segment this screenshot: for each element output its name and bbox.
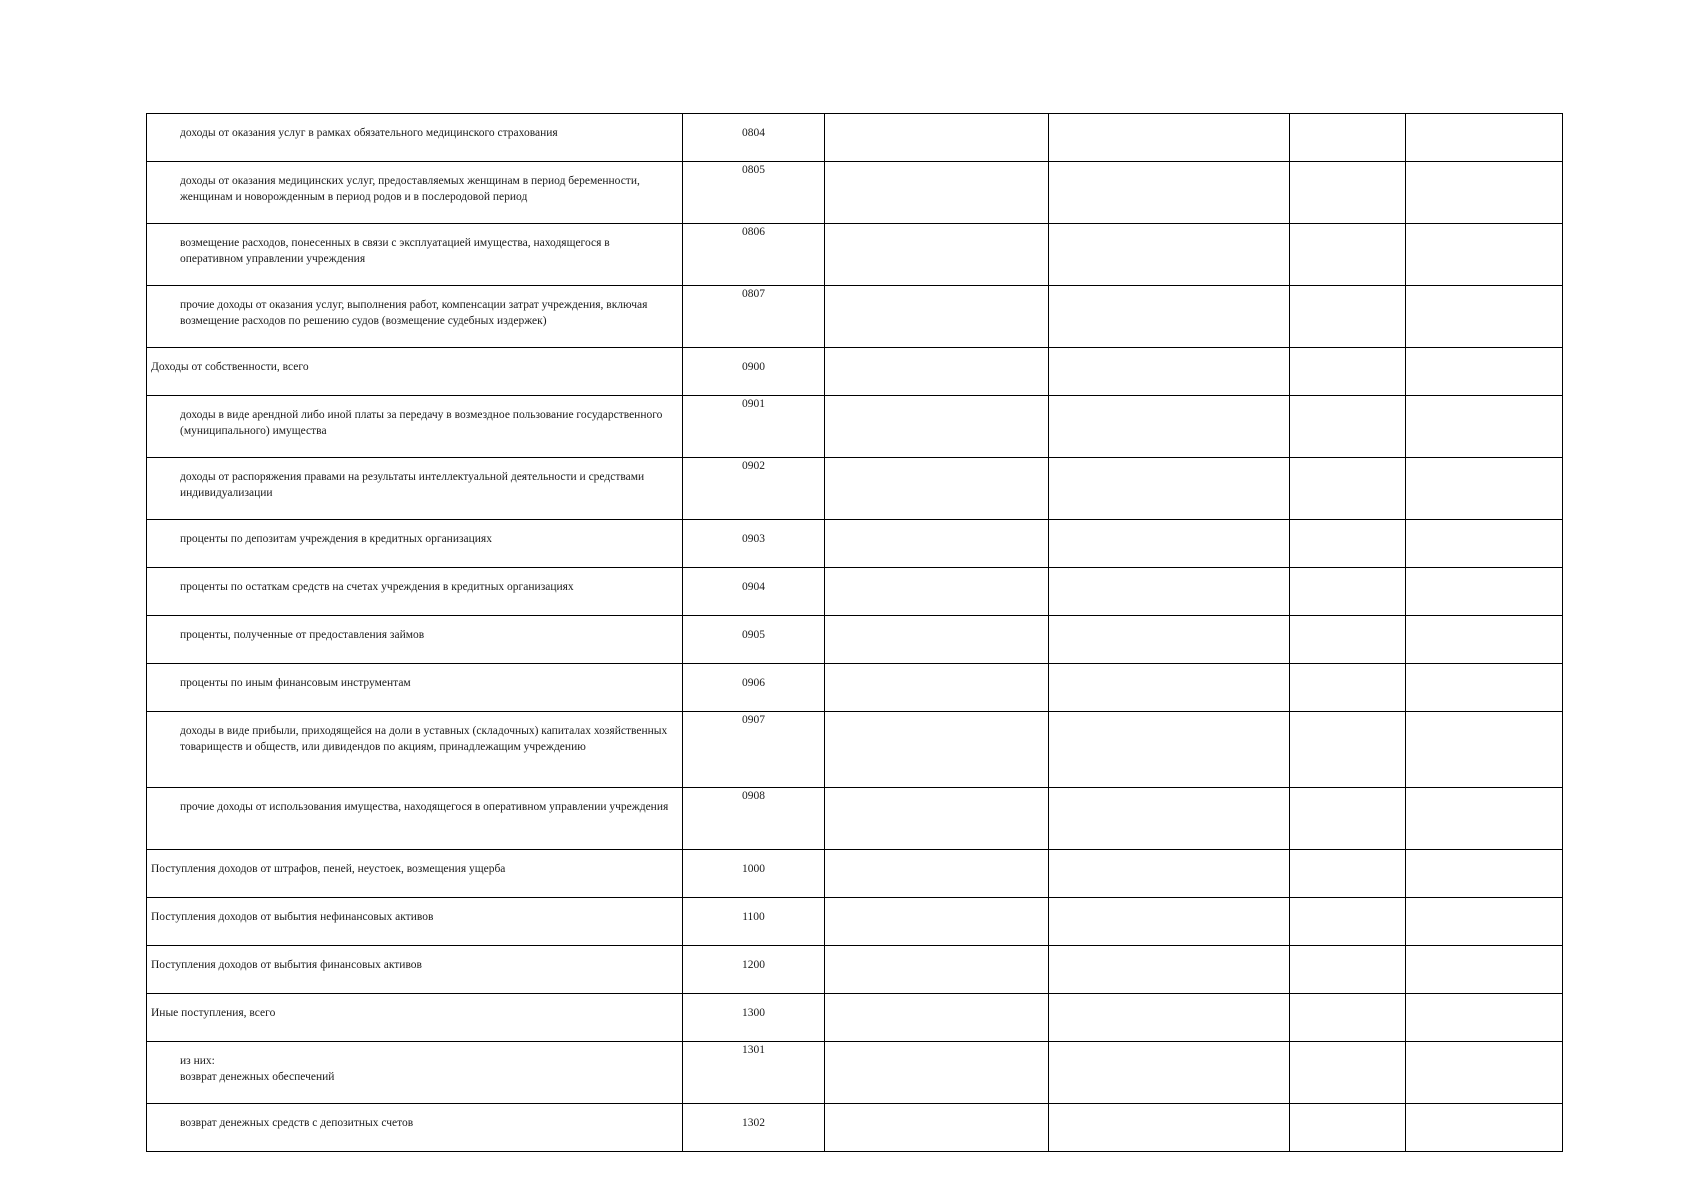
row-code: 0900: [683, 348, 825, 396]
row-code: 1000: [683, 850, 825, 898]
row-label: доходы от распоряжения правами на результаты интеллектуальной деятельности и средствами индивидуализации: [147, 458, 683, 520]
value-cell-1: [825, 1042, 1049, 1104]
value-cell-3: [1290, 520, 1406, 568]
table-row: [147, 1042, 1563, 1104]
value-cell-4: [1406, 568, 1563, 616]
value-cell-2: [1049, 850, 1290, 898]
row-label: возмещение расходов, понесенных в связи с эксплуатацией имущества, находящегося в оперативном управлении учреждения: [147, 224, 683, 286]
value-cell-3: [1290, 898, 1406, 946]
value-cell-2: [1049, 286, 1290, 348]
table-row: [147, 850, 1563, 898]
row-code: 0908: [683, 788, 825, 850]
row-label: доходы в виде арендной либо иной платы за передачу в возмездное пользование государственного (муниципального) имущества: [147, 396, 683, 458]
row-code: 1302: [683, 1104, 825, 1152]
table-row: [147, 898, 1563, 946]
row-label: Поступления доходов от штрафов, пеней, неустоек, возмещения ущерба: [147, 850, 683, 898]
value-cell-2: [1049, 162, 1290, 224]
row-code: 0906: [683, 664, 825, 712]
value-cell-2: [1049, 946, 1290, 994]
value-cell-3: [1290, 348, 1406, 396]
report-body: [147, 114, 1563, 1152]
value-cell-3: [1290, 1042, 1406, 1104]
report-table: [146, 113, 1563, 1152]
value-cell-4: [1406, 664, 1563, 712]
row-label: Поступления доходов от выбытия финансовых активов: [147, 946, 683, 994]
row-label: Поступления доходов от выбытия нефинансовых активов: [147, 898, 683, 946]
value-cell-4: [1406, 898, 1563, 946]
value-cell-2: [1049, 396, 1290, 458]
table-row: [147, 616, 1563, 664]
value-cell-1: [825, 568, 1049, 616]
value-cell-1: [825, 520, 1049, 568]
value-cell-4: [1406, 712, 1563, 788]
table-row: [147, 348, 1563, 396]
value-cell-2: [1049, 348, 1290, 396]
value-cell-1: [825, 458, 1049, 520]
row-label: доходы в виде прибыли, приходящейся на доли в уставных (складочных) капиталах хозяйственных товариществ и обществ, или дивидендов по акциям, принадлежащим учреждению: [147, 712, 683, 788]
value-cell-1: [825, 850, 1049, 898]
value-cell-3: [1290, 616, 1406, 664]
value-cell-2: [1049, 1104, 1290, 1152]
value-cell-4: [1406, 224, 1563, 286]
row-code: 0903: [683, 520, 825, 568]
row-label: доходы от оказания медицинских услуг, предоставляемых женщинам в период беременности, женщинам и новорожденным в период родов и в послеродовой период: [147, 162, 683, 224]
value-cell-1: [825, 114, 1049, 162]
value-cell-1: [825, 396, 1049, 458]
value-cell-4: [1406, 162, 1563, 224]
row-label: проценты по иным финансовым инструментам: [147, 664, 683, 712]
row-code: 0806: [683, 224, 825, 286]
value-cell-4: [1406, 994, 1563, 1042]
value-cell-3: [1290, 1104, 1406, 1152]
value-cell-3: [1290, 946, 1406, 994]
value-cell-2: [1049, 1042, 1290, 1104]
table-row: [147, 114, 1563, 162]
row-label: Доходы от собственности, всего: [147, 348, 683, 396]
value-cell-1: [825, 946, 1049, 994]
row-code: 0807: [683, 286, 825, 348]
table-row: [147, 286, 1563, 348]
value-cell-1: [825, 898, 1049, 946]
value-cell-1: [825, 1104, 1049, 1152]
value-cell-4: [1406, 520, 1563, 568]
value-cell-1: [825, 616, 1049, 664]
value-cell-4: [1406, 286, 1563, 348]
value-cell-3: [1290, 396, 1406, 458]
value-cell-2: [1049, 898, 1290, 946]
row-label: проценты по остаткам средств на счетах учреждения в кредитных организациях: [147, 568, 683, 616]
value-cell-2: [1049, 664, 1290, 712]
value-cell-3: [1290, 286, 1406, 348]
table-row: [147, 162, 1563, 224]
table-row: [147, 224, 1563, 286]
value-cell-3: [1290, 788, 1406, 850]
value-cell-4: [1406, 348, 1563, 396]
table-row: [147, 1104, 1563, 1152]
value-cell-4: [1406, 458, 1563, 520]
row-code: 1301: [683, 1042, 825, 1104]
value-cell-1: [825, 286, 1049, 348]
value-cell-2: [1049, 712, 1290, 788]
table-row: [147, 396, 1563, 458]
value-cell-4: [1406, 788, 1563, 850]
row-code: 1100: [683, 898, 825, 946]
row-label: проценты, полученные от предоставления займов: [147, 616, 683, 664]
value-cell-2: [1049, 458, 1290, 520]
value-cell-3: [1290, 114, 1406, 162]
table-row: [147, 788, 1563, 850]
value-cell-3: [1290, 568, 1406, 616]
value-cell-1: [825, 788, 1049, 850]
value-cell-3: [1290, 994, 1406, 1042]
table-row: [147, 458, 1563, 520]
value-cell-2: [1049, 520, 1290, 568]
value-cell-2: [1049, 224, 1290, 286]
row-label: доходы от оказания услуг в рамках обязательного медицинского страхования: [147, 114, 683, 162]
value-cell-1: [825, 994, 1049, 1042]
row-code: 0904: [683, 568, 825, 616]
value-cell-3: [1290, 850, 1406, 898]
value-cell-1: [825, 712, 1049, 788]
row-code: 1200: [683, 946, 825, 994]
value-cell-2: [1049, 616, 1290, 664]
table-row: [147, 568, 1563, 616]
value-cell-4: [1406, 946, 1563, 994]
row-code: 0901: [683, 396, 825, 458]
row-code: 1300: [683, 994, 825, 1042]
row-label: проценты по депозитам учреждения в кредитных организациях: [147, 520, 683, 568]
table-row: [147, 664, 1563, 712]
value-cell-4: [1406, 1042, 1563, 1104]
value-cell-3: [1290, 162, 1406, 224]
value-cell-4: [1406, 1104, 1563, 1152]
value-cell-1: [825, 664, 1049, 712]
value-cell-3: [1290, 712, 1406, 788]
row-label: прочие доходы от оказания услуг, выполнения работ, компенсации затрат учреждения, включая возмещение расходов по решению судов (возмещение судебных издержек): [147, 286, 683, 348]
value-cell-2: [1049, 114, 1290, 162]
value-cell-3: [1290, 458, 1406, 520]
value-cell-4: [1406, 850, 1563, 898]
table-row: [147, 994, 1563, 1042]
row-code: 0907: [683, 712, 825, 788]
row-label: из них: возврат денежных обеспечений: [147, 1042, 683, 1104]
row-label: прочие доходы от использования имущества, находящегося в оперативном управлении учреждения: [147, 788, 683, 850]
value-cell-4: [1406, 616, 1563, 664]
value-cell-3: [1290, 224, 1406, 286]
table-row: [147, 946, 1563, 994]
value-cell-1: [825, 162, 1049, 224]
value-cell-2: [1049, 788, 1290, 850]
value-cell-3: [1290, 664, 1406, 712]
value-cell-1: [825, 224, 1049, 286]
row-label: Иные поступления, всего: [147, 994, 683, 1042]
value-cell-4: [1406, 114, 1563, 162]
table-row: [147, 712, 1563, 788]
value-cell-2: [1049, 994, 1290, 1042]
row-label: возврат денежных средств с депозитных счетов: [147, 1104, 683, 1152]
value-cell-2: [1049, 568, 1290, 616]
value-cell-1: [825, 348, 1049, 396]
value-cell-4: [1406, 396, 1563, 458]
table-row: [147, 520, 1563, 568]
row-code: 0902: [683, 458, 825, 520]
row-code: 0805: [683, 162, 825, 224]
row-code: 0905: [683, 616, 825, 664]
row-code: 0804: [683, 114, 825, 162]
